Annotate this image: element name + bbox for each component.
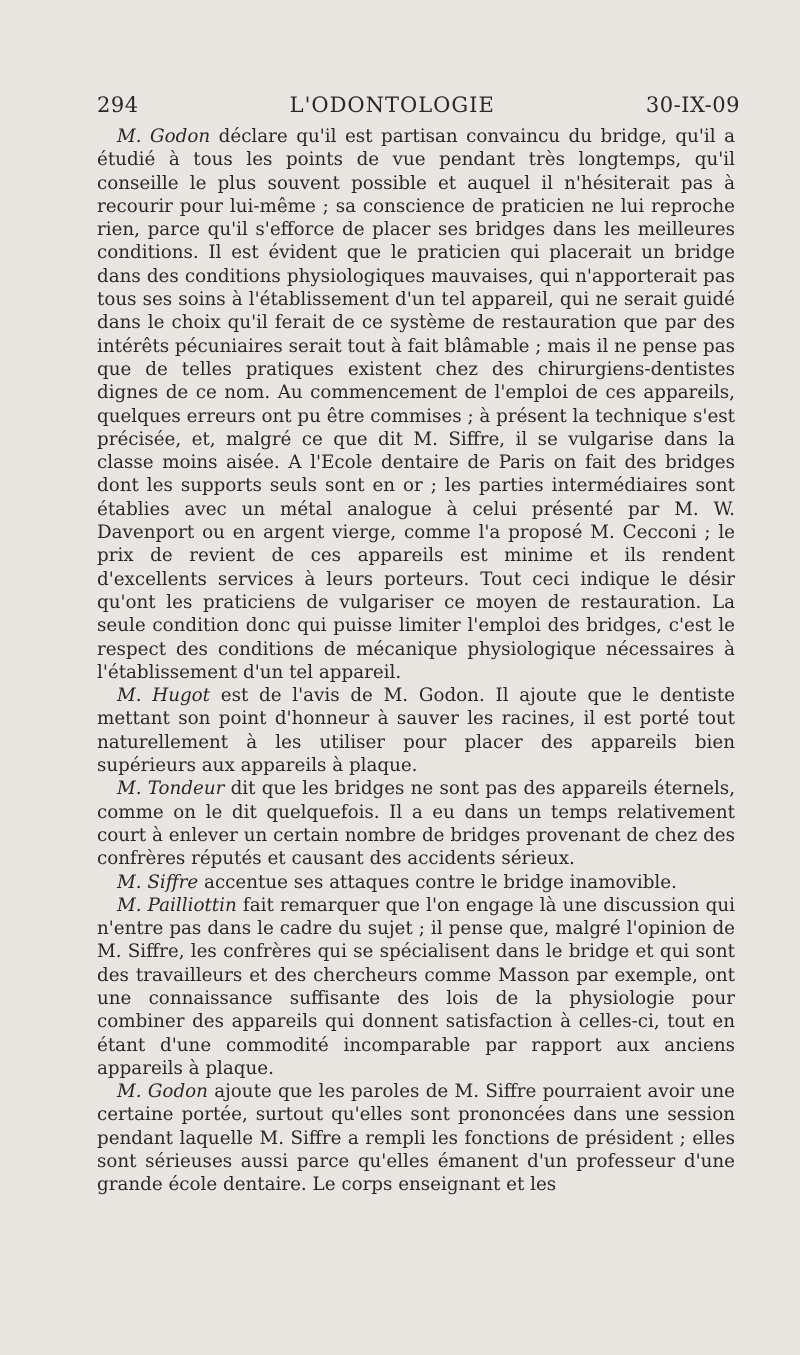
running-header: [97, 93, 740, 121]
paragraph: [97, 777, 735, 870]
speaker-name: M. Tondeur: [117, 778, 225, 800]
paragraph: [97, 125, 735, 684]
page-number: 294: [97, 93, 139, 117]
paragraph: [97, 684, 735, 777]
journal-title: L'ODONTOLOGIE: [289, 93, 495, 117]
body-text: [97, 125, 735, 1197]
speaker-name: M. Hugot: [117, 685, 211, 707]
paragraph-text: accentue ses attaques contre le bridge inamovible.: [198, 871, 677, 893]
paragraph-text: dit que les bridges ne sont pas des appareils éternels, comme on le dit quelquefois. Il a eu dans un temps relativement court à enlever un certain nombre de bridges provenant de chez des confrères réputés et causant des accidents sérieux.: [97, 778, 735, 870]
issue-date: 30-IX-09: [645, 93, 740, 117]
speaker-name: M. Godon: [117, 126, 211, 147]
paragraph-text: fait remarquer que l'on engage là une discussion qui n'entre pas dans le cadre du sujet ; il pense que, malgré l'opinion de M. Siffre, les confrères qui se spécialisent dans le bridge et qui sont des travailleurs et des chercheurs comme Masson par exemple, ont une connaissance suffisante des lois de la physiologie pour combiner des appareils qui donnent satisfaction à celles-ci, tout en étant d'une commodité incomparable par rapport aux anciens appareils à plaque.: [97, 894, 736, 1079]
speaker-name: M. Siffre: [117, 871, 199, 893]
speaker-name: M. Godon: [117, 1081, 208, 1103]
paragraph-text: est de l'avis de M. Godon. Il ajoute que le dentiste mettant son point d'honneur à sauver les racines, il est porté tout naturellement à les utiliser pour placer des appareils bien supérieurs aux appareils à plaque.: [97, 685, 735, 777]
paragraph-text: ajoute que les paroles de M. Siffre pourraient avoir une certaine portée, surtout qu'elles sont prononcées dans une session pendant laquelle M. Siffre a rempli les fonctions de président ; elles sont sérieuses aussi parce qu'elles émanent d'un professeur d'une grande école dentaire. Le corps enseignant et les: [97, 1081, 735, 1196]
paragraph-text: déclare qu'il est partisan convaincu du bridge, qu'il a étudié à tous les points de vue pendant très longtemps, qu'il conseille le plus souvent possible et auquel il n'hésiterait pas à recourir pour lui-même ; sa conscience de praticien ne lui reproche rien, parce qu'il s'efforce de placer ses bridges dans les meilleures conditions. Il est évident que le praticien qui placerait un bridge dans des conditions physiologiques mauvaises, qui n'apporterait pas tous ses soins à l'établissement d'un tel appareil, qui ne serait guidé dans le choix qu'il ferait de ce système de restauration que par des intérêts pécuniaires serait tout à fait blâmable ; mais il ne pense pas que de telles pratiques existent chez des chirurgiens-dentistes dignes de ce nom. Au commencement de l'emploi de ces appareils, quelques erreurs ont pu être commises ; à présent la technique s'est précisée, et, malgré ce que dit M. Siffre, il se vulgarise dans la classe moins aisée. A l'Ecole dentaire de Paris on fait des bridges dont les supports seuls sont en or ; les parties intermédiaires sont établies avec un métal analogue à celui présenté par M. W. Davenport ou en argent vierge, comme l'a proposé M. Cecconi ; le prix de revient de ces appareils est minime et ils rendent d'excellents services à leurs porteurs. Tout ceci indique le désir qu'ont les praticiens de vulgariser ce moyen de restauration. La seule condition donc qui puisse limiter l'emploi des bridges, c'est le respect des conditions de mécanique physiologique nécessaires à l'établissement d'un tel appareil.: [97, 126, 736, 683]
paragraph: [97, 894, 735, 1080]
speaker-name: M. Pailliottin: [117, 894, 237, 916]
paragraph: [97, 871, 735, 894]
paragraph: [97, 1080, 735, 1196]
